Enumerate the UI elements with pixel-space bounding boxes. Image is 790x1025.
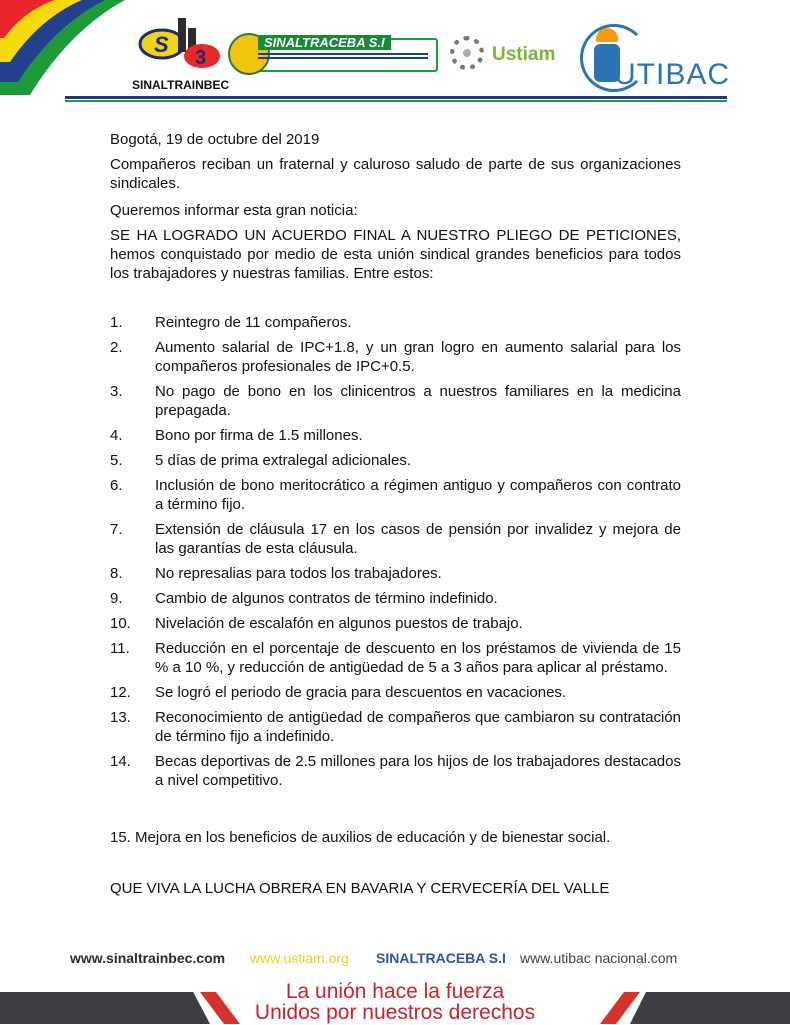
list-item [110,639,681,677]
footer-label-sinaltraceba: SINALTRACEBA S.I [376,950,506,966]
list-item-number: 3. [110,383,123,400]
list-item [110,589,681,608]
footer-links [0,948,790,972]
list-item [110,683,681,702]
list-item-text: 5 días de prima extralegal adicionales. [155,452,411,469]
sinaltraceba-logo-subtext-lines [258,53,428,55]
letter-date: Bogotá, 19 de octubre del 2019 [110,131,320,148]
list-item-number: 7. [110,521,123,538]
list-item [110,313,681,332]
svg-text:3: 3 [195,47,207,69]
list-item-number: 2. [110,339,123,356]
list-item-number: 10. [110,615,131,632]
benefits-list [110,313,681,796]
list-item-number: 13. [110,709,131,726]
list-item [110,752,681,790]
list-item [110,564,681,583]
list-item-text: Reducción en el porcentaje de descuento en los préstamos de vivienda de 15 % a 10 %, y reducción de antigüedad de 5 a 3 años para aplicar al préstamo. [155,640,681,676]
footer-slogan-2: Unidos por nuestros derechos [254,1001,536,1024]
list-item-text: Extensión de cláusula 17 en los casos de pensión por invalidez y mejora de las garantías de esta cláusula. [155,521,681,557]
list-item-text: Reconocimiento de antigüedad de compañeros que cambiaron su contratación de término fijo a indefinido. [155,709,681,745]
corner-stripes-decoration [0,0,125,95]
list-item [110,476,681,514]
list-item-text: Aumento salarial de IPC+1.8, y un gran logro en aumento salarial para los compañeros profesionales de IPC+0.5. [155,339,681,375]
letter-closing: QUE VIVA LA LUCHA OBRERA EN BAVARIA Y CERVECERÍA DEL VALLE [110,880,610,897]
list-item [110,426,681,445]
list-item [110,338,681,376]
list-item-number: 6. [110,477,123,494]
list-item-text: Cambio de algunos contratos de término indefinido. [155,590,498,607]
list-item-number: 12. [110,684,131,701]
list-item-number: 4. [110,427,123,444]
list-item-text: Se logró el periodo de gracia para descuentos en vacaciones. [155,684,567,701]
list-item-number: 11. [110,640,130,657]
sinaltrainbec-logo-text: SINALTRAINBEC [132,78,230,92]
sinaltrainbec-logo [132,12,230,92]
footer-link-ustiam[interactable]: www.ustiam.org [250,950,349,966]
header-divider-green [65,100,727,102]
list-item-text: Inclusión de bono meritocrático a régimen antiguo y compañeros con contrato a término fijo. [155,477,681,513]
svg-text:S: S [154,32,169,57]
gear-icon [450,36,484,70]
header-divider [65,96,727,99]
list-item [110,382,681,420]
ustiam-logo-text: Ustiam [492,44,556,65]
list-item-number: 5. [110,452,123,469]
list-item-text: No pago de bono en los clinicentros a nuestros familiares en la medicina prepagada. [155,383,681,419]
utibac-logo [578,22,731,94]
list-item [110,708,681,746]
list-item-number: 1. [110,314,123,331]
list-item-text: No represalias para todos los trabajadores. [155,565,442,582]
list-item-number: 8. [110,565,123,582]
list-item [110,614,681,633]
list-item-text: Nivelación de escalafón en algunos puestos de trabajo. [155,615,523,632]
list-item-text: Becas deportivas de 2.5 millones para los hijos de los trabajadores destacados a nivel competitivo. [155,753,681,789]
list-item-text: Bono por firma de 1.5 millones. [155,427,363,444]
footer-link-sinaltrainbec[interactable]: www.sinaltrainbec.com [70,950,226,966]
letter-greeting: Compañeros reciban un fraternal y caluroso saludo de parte de sus organizaciones sindicales. [110,156,681,192]
sinaltrainbec-emblem-icon [132,12,224,74]
letter-announcement: SE HA LOGRADO UN ACUERDO FINAL A NUESTRO PLIEGO DE PETICIONES, hemos conquistado por medio de esta unión sindical grandes beneficios para todos los trabajadores y nuestras familias. Entre estos: [110,227,681,282]
footer-slogan-1: La unión hace la fuerza [285,980,505,1003]
list-item-number: 14. [110,753,131,770]
sinaltraceba-logo-text: SINALTRACEBA S.I [258,35,391,50]
list-item-number: 9. [110,590,123,607]
list-item-text: Reintegro de 11 compañeros. [155,314,352,331]
letter-intro: Queremos informar esta gran noticia: [110,202,358,219]
list-item-15: 15. Mejora en los beneficios de auxilios de educación y de bienestar social. [110,829,611,846]
ustiam-logo [450,36,560,76]
utibac-logo-text: UTIBAC [614,58,731,91]
sinaltraceba-logo [228,33,438,73]
footer-link-utibac[interactable]: www.utibac nacional.com [520,950,678,966]
list-item [110,520,681,558]
list-item [110,451,681,470]
